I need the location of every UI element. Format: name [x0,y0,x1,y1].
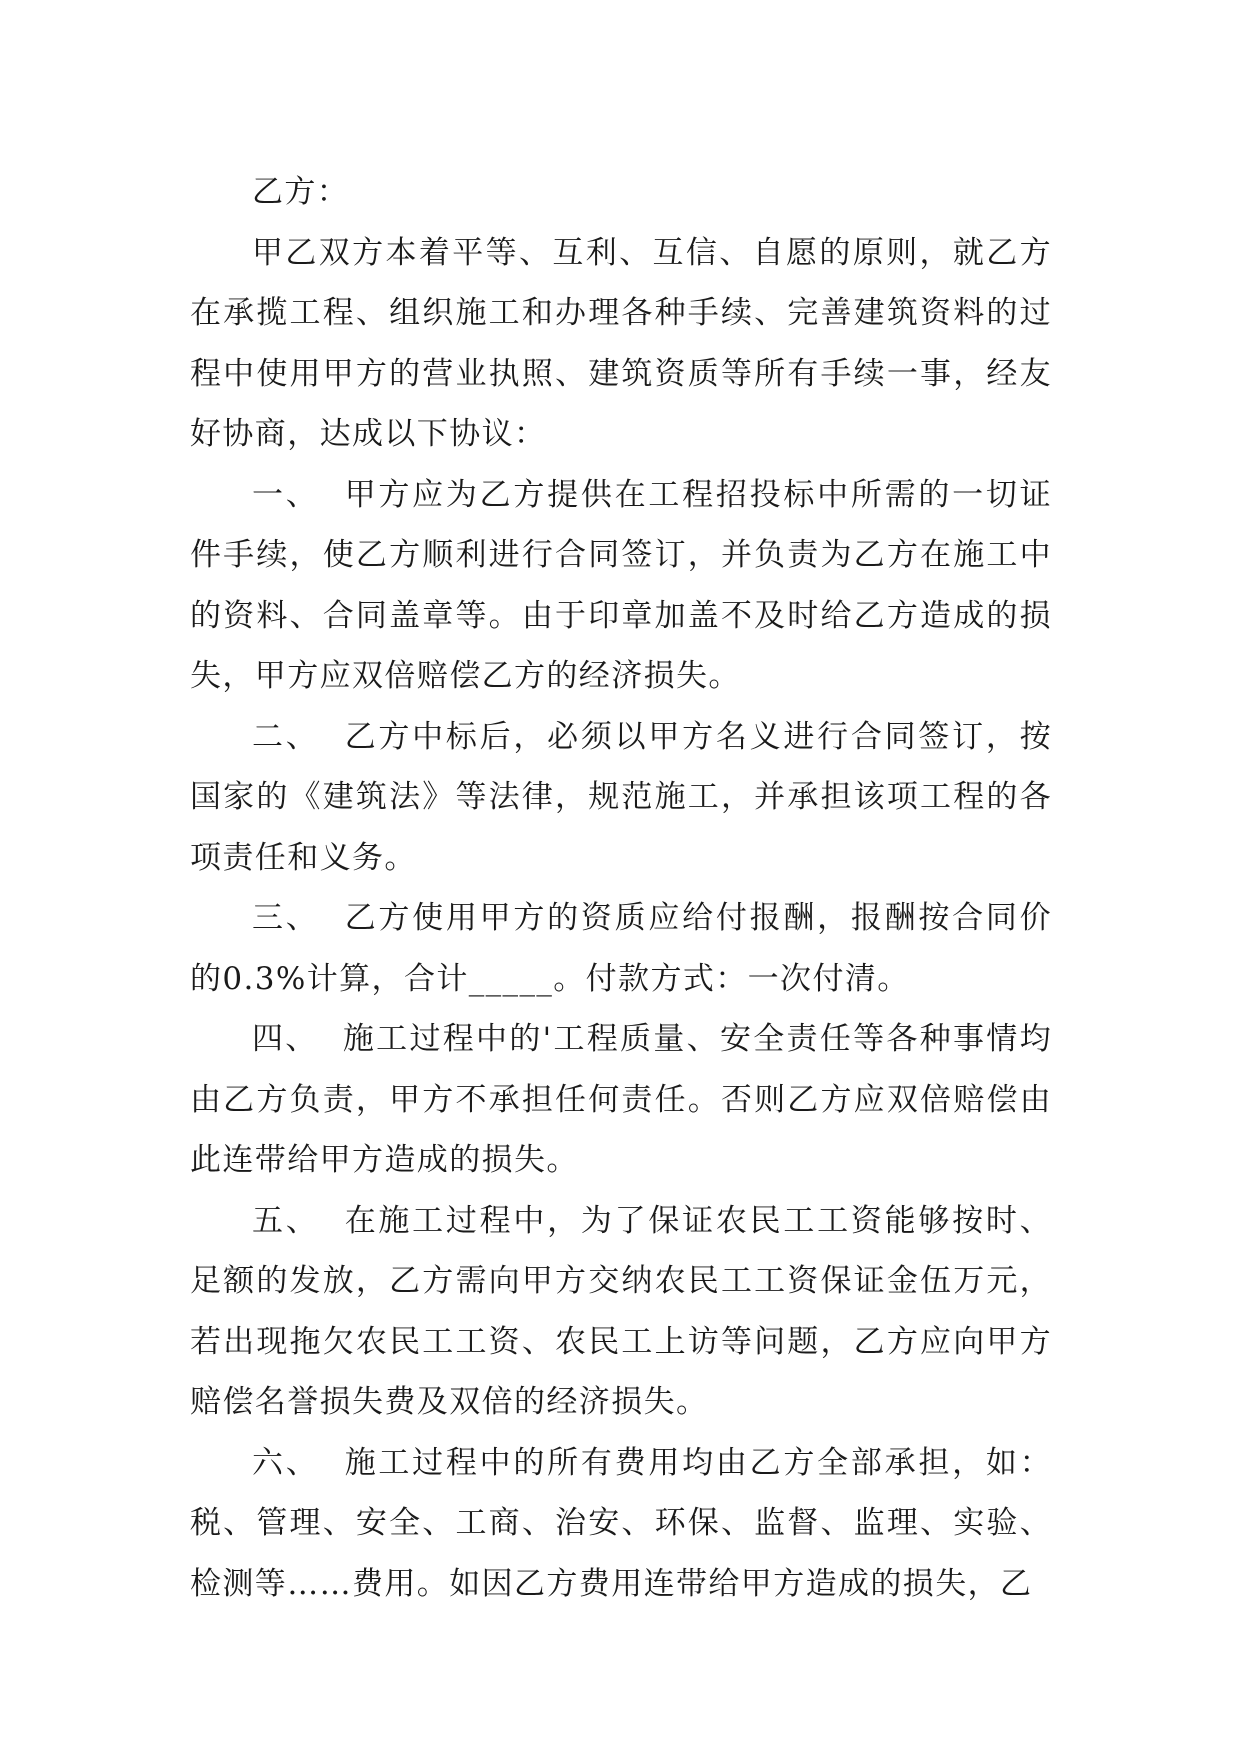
clause-2: 二、 乙方中标后，必须以甲方名义进行合同签订，按国家的《建筑法》等法律，规范施工，并承担该项工程的各项责任和义务。 [190,718,1052,876]
clause-3: 三、 乙方使用甲方的资质应给付报酬，报酬按合同价的0.3%计算，合计_____。付款方式：一次付清。 [190,900,1052,997]
clause-6: 六、 施工过程中的所有费用均由乙方全部承担，如：税、管理、安全、工商、治安、环保、监督、监理、实验、检测等……费用。如因乙方费用连带给甲方造成的损失，乙 [190,1444,1052,1602]
preamble-paragraph: 甲乙双方本着平等、互利、互信、自愿的原则，就乙方在承揽工程、组织施工和办理各种手续、完善建筑资料的过程中使用甲方的营业执照、建筑资质等所有手续一事，经友好协商，达成以下协议： [190,234,1052,452]
document-body [190,162,1052,1614]
clause-1: 一、 甲方应为乙方提供在工程招投标中所需的一切证件手续，使乙方顺利进行合同签订，并负责为乙方在施工中的资料、合同盖章等。由于印章加盖不及时给乙方造成的损失，甲方应双倍赔偿乙方的经济损失。 [190,476,1052,694]
clause-5: 五、 在施工过程中，为了保证农民工工资能够按时、足额的发放，乙方需向甲方交纳农民工工资保证金伍万元，若出现拖欠农民工工资、农民工上访等问题，乙方应向甲方赔偿名誉损失费及双倍的经济损失。 [190,1202,1052,1420]
clause-4: 四、 施工过程中的'工程质量、安全责任等各种事情均由乙方负责，甲方不承担任何责任。否则乙方应双倍赔偿由此连带给甲方造成的损失。 [190,1021,1052,1178]
party-b-line: 乙方： [252,174,350,210]
